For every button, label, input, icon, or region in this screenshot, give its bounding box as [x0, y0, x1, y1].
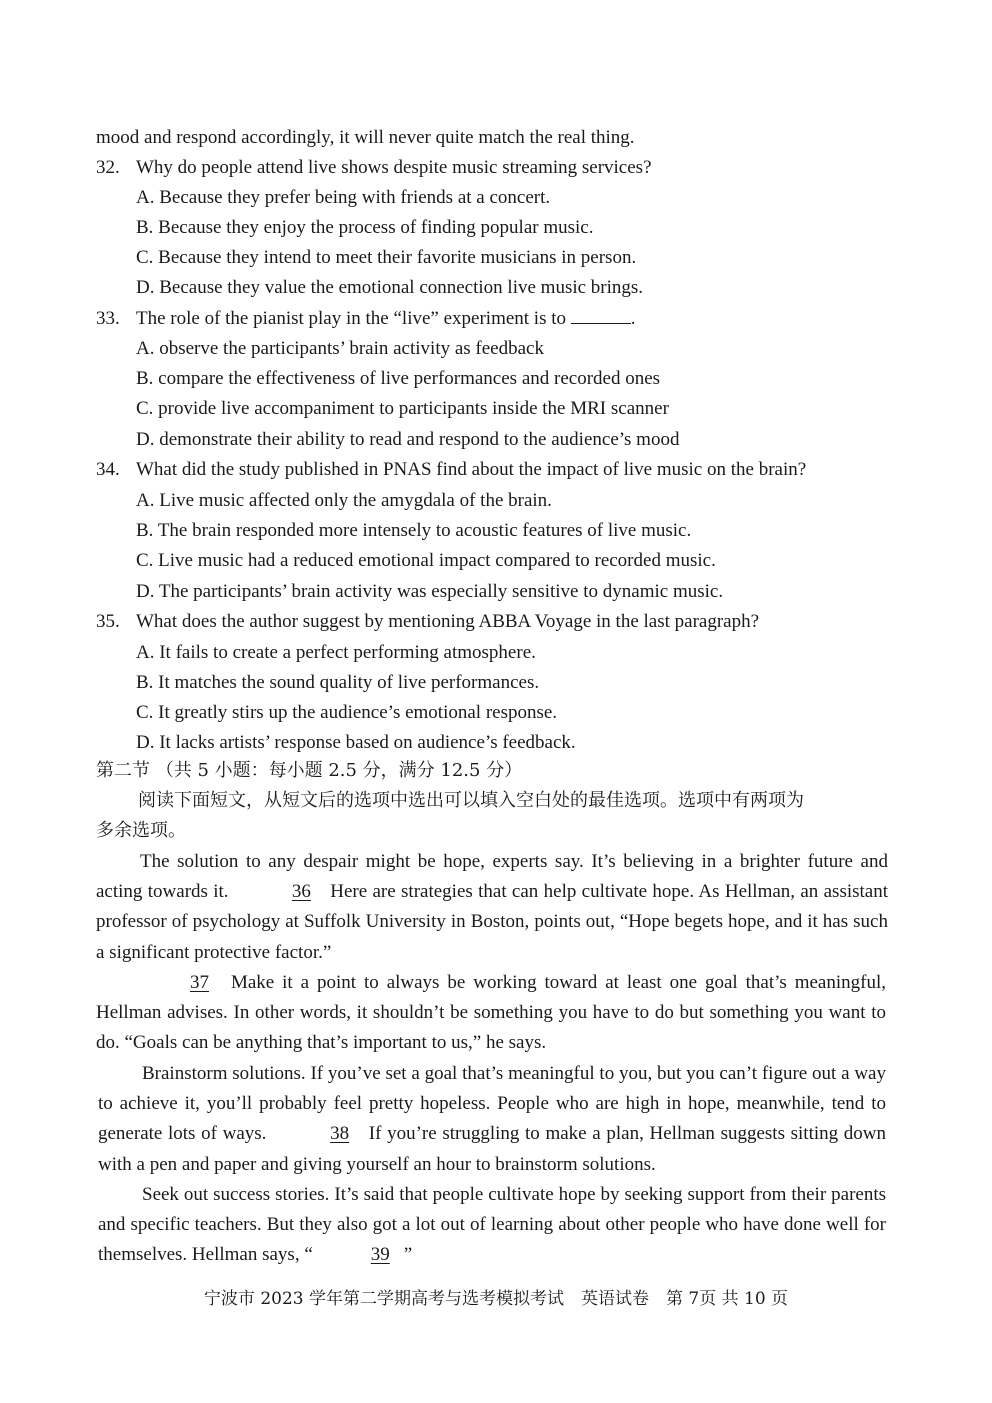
- section-instruction-line2: 多余选项。: [96, 820, 186, 841]
- option-33-b: B. compare the effectiveness of live performances and recorded ones: [136, 368, 661, 389]
- option-35-a: A. It fails to create a perfect performing atmosphere.: [136, 642, 536, 663]
- option-34-c: C. Live music had a reduced emotional impact compared to recorded music.: [136, 550, 716, 571]
- question-number: 34.: [96, 459, 120, 480]
- option-32-c: C. Because they intend to meet their favorite musicians in person.: [136, 247, 637, 268]
- question-stem: What does the author suggest by mentioning ABBA Voyage in the last paragraph?: [136, 611, 760, 632]
- option-34-d: D. The participants’ brain activity was especially sensitive to dynamic music.: [136, 581, 724, 602]
- passage-paragraph-1: [96, 847, 888, 968]
- blank-36: 36: [291, 881, 311, 903]
- question-number: 35.: [96, 611, 120, 632]
- option-35-b: B. It matches the sound quality of live performances.: [136, 672, 540, 693]
- paragraph-text: The solution to any despair might be hope, experts say. It’s believing in a brighter future and acting towards it.: [96, 851, 888, 903]
- question-33: [96, 307, 636, 331]
- page-footer: 宁波市 2023 学年第二学期高考与选考模拟考试 英语试卷 第 7页 共 10 页: [203, 1289, 789, 1309]
- question-stem: What did the study published in PNAS find about the impact of live music on the brain?: [136, 459, 807, 480]
- option-34-b: B. The brain responded more intensely to acoustic features of live music.: [136, 520, 692, 541]
- section-instruction-line1: 阅读下面短文，从短文后的选项中选出可以填入空白处的最佳选项。选项中有两项为: [138, 790, 804, 811]
- blank-38: 38: [330, 1123, 350, 1145]
- paragraph-text: Brainstorm solutions. If you’ve set a goal that’s meaningful to you, but you can’t figure out a way to achieve it, you’ll probably feel pretty hopeless. People who are high in hope, meanwhile, tend to generate lots of ways.: [98, 1063, 886, 1145]
- question-35: [96, 610, 759, 634]
- option-34-a: A. Live music affected only the amygdala of the brain.: [136, 490, 552, 511]
- option-33-a: A. observe the participants’ brain activity as feedback: [136, 338, 544, 359]
- answer-blank: [571, 307, 631, 324]
- question-stem: The role of the pianist play in the “live” experiment is to: [136, 308, 567, 329]
- question-number: 33.: [96, 308, 120, 329]
- question-32: [96, 156, 652, 180]
- option-32-b: B. Because they enjoy the process of finding popular music.: [136, 217, 594, 238]
- question-34: [96, 458, 806, 482]
- option-33-d: D. demonstrate their ability to read and respond to the audience’s mood: [136, 429, 680, 450]
- passage-paragraph-3: [98, 1059, 886, 1180]
- question-stem: Why do people attend live shows despite music streaming services?: [136, 157, 652, 178]
- blank-37: 37: [190, 972, 209, 993]
- option-32-a: A. Because they prefer being with friends at a concert.: [136, 187, 551, 208]
- passage-paragraph-4: [98, 1180, 886, 1271]
- question-stem-end: .: [630, 308, 636, 329]
- option-32-d: D. Because they value the emotional connection live music brings.: [136, 277, 644, 298]
- section-heading: 第二节 （共 5 小题：每小题 2.5 分，满分 12.5 分）: [96, 760, 523, 781]
- lead-line: mood and respond accordingly, it will never quite match the real thing.: [96, 127, 635, 148]
- question-number: 32.: [96, 157, 120, 178]
- paragraph-text: Here are strategies that can help cultivate hope. As Hellman, an assistant professor of psychology at Suffolk University in Boston, points out, “Hope begets hope, and it has such a significant protective factor.”: [96, 881, 889, 963]
- paragraph-text: If you’re struggling to make a plan, Hellman suggests sitting down with a pen and paper and giving yourself an hour to brainstorm solutions.: [98, 1123, 887, 1175]
- paragraph-text: ”: [403, 1244, 413, 1266]
- paragraph-text: Make it a point to always be working toward at least one goal that’s meaningful, Hellman advises. In other words, it shouldn’t be something you have to do but something you want to do. “Goals can be anything that’s important to us,” he says.: [96, 972, 886, 1054]
- option-33-c: C. provide live accompaniment to participants inside the MRI scanner: [136, 398, 669, 419]
- paragraph-text: Seek out success stories. It’s said that people cultivate hope by seeking support from their parents and specific teachers. But they also got a lot out of learning about other people who have done well for themselves. Hellman says, “: [98, 1184, 886, 1266]
- blank-39: 39: [370, 1244, 390, 1266]
- passage-paragraph-2: [96, 968, 886, 1059]
- option-35-c: C. It greatly stirs up the audience’s emotional response.: [136, 702, 558, 723]
- option-35-d: D. It lacks artists’ response based on audience’s feedback.: [136, 732, 576, 753]
